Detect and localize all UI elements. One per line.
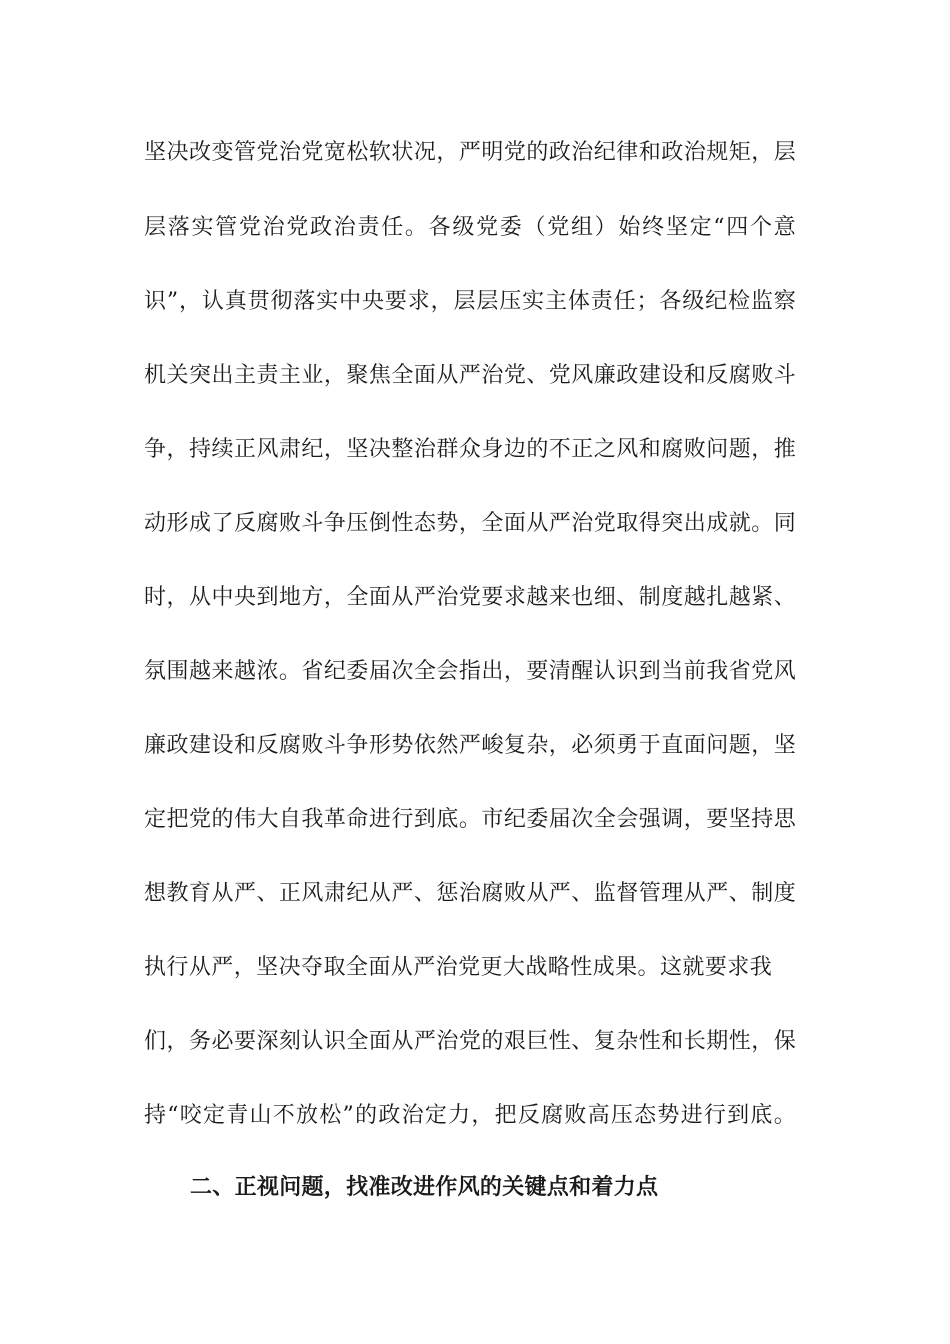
paragraph-line: 争，持续正风肃纪，坚决整治群众身边的不正之风和腐败问题，推 bbox=[144, 437, 796, 462]
paragraph-line: 持“咬定青山不放松”的政治定力，把反腐败高压态势进行到底。 bbox=[144, 1103, 796, 1128]
paragraph-line: 想教育从严、正风肃纪从严、惩治腐败从严、监督管理从严、制度 bbox=[144, 881, 796, 906]
paragraph-line: 机关突出主责主业，聚焦全面从严治党、党风廉政建设和反腐败斗 bbox=[144, 363, 796, 388]
paragraph-line: 氛围越来越浓。省纪委届次全会指出，要清醒认识到当前我省党风 bbox=[144, 659, 796, 684]
paragraph-line: 时，从中央到地方，全面从严治党要求越来也细、制度越扎越紧、 bbox=[144, 585, 796, 610]
paragraph-line: 们，务必要深刻认识全面从严治党的艰巨性、复杂性和长期性，保 bbox=[144, 1029, 796, 1054]
paragraph-line: 廉政建设和反腐败斗争形势依然严峻复杂，必须勇于直面问题，坚 bbox=[144, 733, 796, 758]
paragraph-line: 识”，认真贯彻落实中央要求，层层压实主体责任；各级纪检监察 bbox=[144, 289, 796, 314]
paragraph-line: 执行从严，坚决夺取全面从严治党更大战略性成果。这就要求我 bbox=[144, 955, 772, 980]
paragraph-line: 定把党的伟大自我革命进行到底。市纪委届次全会强调，要坚持思 bbox=[144, 807, 796, 832]
paragraph-line: 坚决改变管党治党宽松软状况，严明党的政治纪律和政治规矩，层 bbox=[144, 140, 796, 165]
paragraph-line: 层落实管党治党政治责任。各级党委（党组）始终坚定“四个意 bbox=[144, 215, 796, 240]
paragraph-line: 动形成了反腐败斗争压倒性态势，全面从严治党取得突出成就。同 bbox=[144, 511, 796, 536]
section-heading: 二、正视问题，找准改进作风的关键点和着力点 bbox=[190, 1174, 659, 1200]
